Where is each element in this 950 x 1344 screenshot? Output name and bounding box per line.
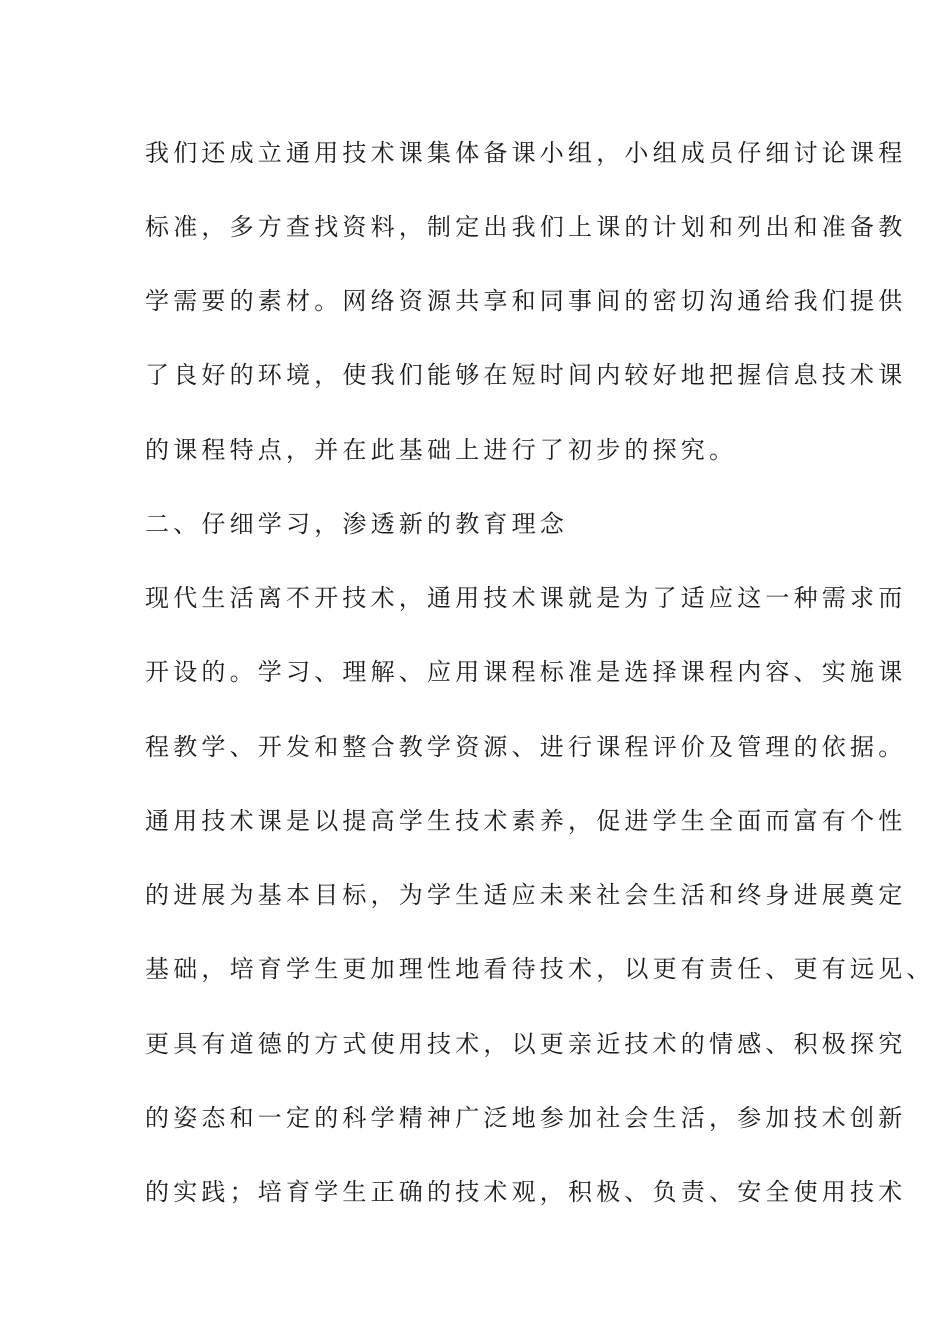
paragraph-line: 的实践；培育学生正确的技术观，积极、负责、安全使用技术 [145,1178,907,1206]
paragraph-line: 现代生活离不开技术，通用技术课就是为了适应这一种需求而 [145,584,907,612]
paragraph-line: 我们还成立通用技术课集体备课小组，小组成员仔细讨论课程 [145,139,907,167]
paragraph-line: 标准，多方查找资料，制定出我们上课的计划和列出和准备教 [145,213,907,241]
paragraph-line: 的姿态和一定的科学精神广泛地参加社会生活，参加技术创新 [145,1104,907,1132]
paragraph-line: 程教学、开发和整合教学资源、进行课程评价及管理的依据。 [145,733,907,761]
paragraph-line: 的进展为基本目标，为学生适应未来社会生活和终身进展奠定 [145,881,907,909]
paragraph-line: 的课程特点，并在此基础上进行了初步的探究。 [145,436,738,464]
paragraph-line: 学需要的素材。网络资源共享和同事间的密切沟通给我们提供 [145,287,907,315]
paragraph-line: 了良好的环境，使我们能够在短时间内较好地把握信息技术课 [145,361,907,389]
section-heading: 二、仔细学习，渗透新的教育理念 [145,510,568,538]
paragraph-line: 通用技术课是以提高学生技术素养，促进学生全面而富有个性 [145,807,907,835]
paragraph-line: 基础，培育学生更加理性地看待技术，以更有责任、更有远见、 [145,955,935,983]
paragraph-line: 更具有道德的方式使用技术，以更亲近技术的情感、积极探究 [145,1030,907,1058]
paragraph-line: 开设的。学习、理解、应用课程标准是选择课程内容、实施课 [145,658,907,686]
